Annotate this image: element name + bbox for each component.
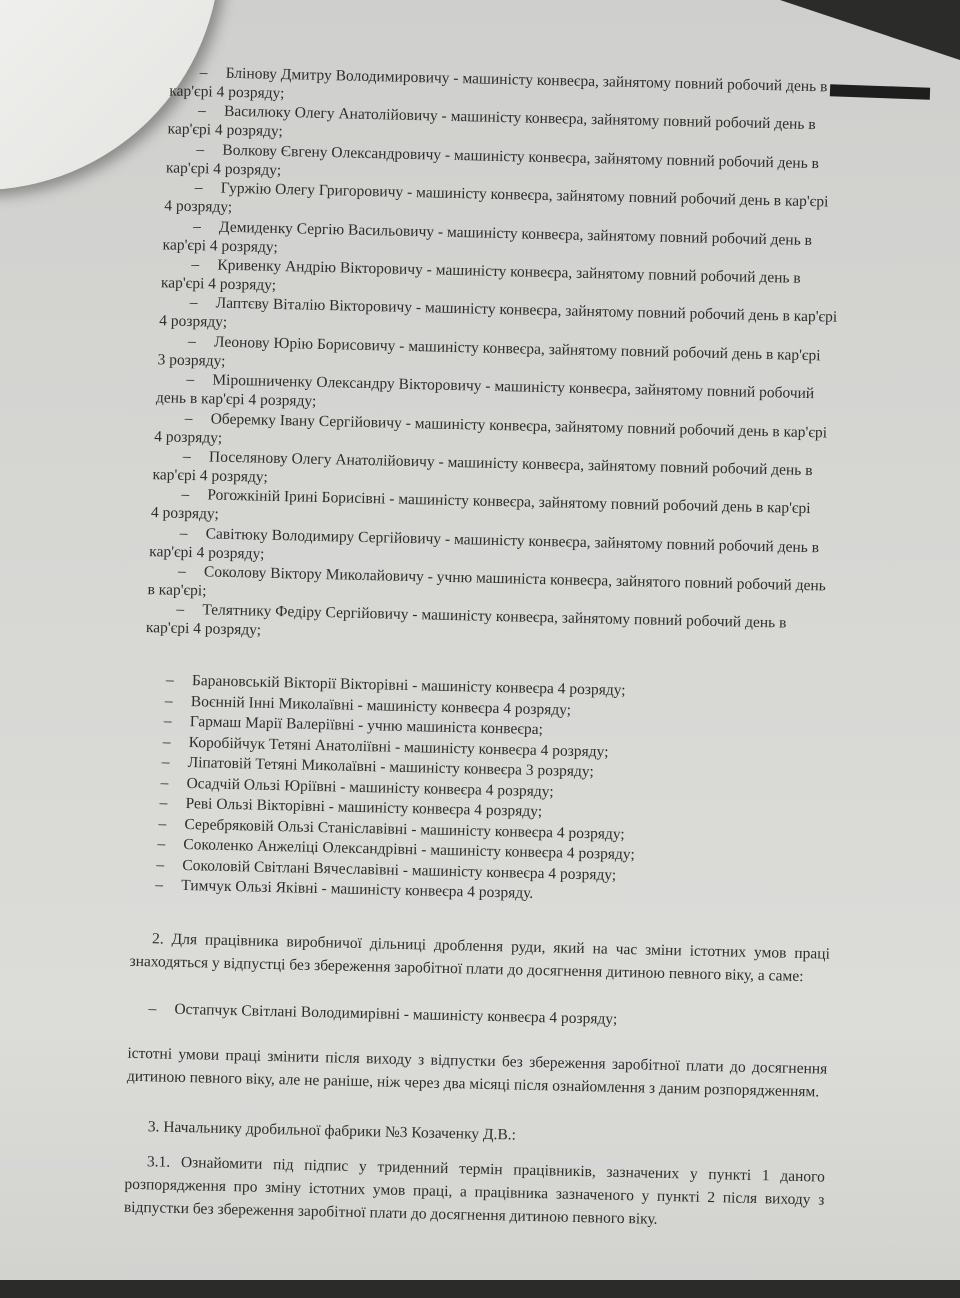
dash: – bbox=[161, 753, 170, 771]
paragraph-2-item bbox=[148, 1000, 617, 1029]
employee-name: Блінову Дмитру Володимировичу bbox=[225, 64, 450, 87]
list-item-continuation: кар'єрі 4 розряду; bbox=[169, 82, 285, 103]
list-item-text: Реві Ользі Вікторівні - машиністу конвеєра 4 розряду; bbox=[185, 795, 543, 821]
list-item-continuation: 4 розряду; bbox=[164, 197, 233, 217]
employee-position: - машиністу конвеєра, зайнятому повний робочий день в bbox=[434, 453, 813, 480]
dash: – bbox=[194, 179, 203, 197]
list-item-continuation: кар'єрі 4 розряду; bbox=[149, 542, 265, 563]
dash: – bbox=[162, 732, 171, 751]
list-item-text: Осадчій Ользі Юріївні - машиністу конвеєра 4 розряду; bbox=[186, 774, 554, 800]
list-item-text: Коробійчук Тетяні Анатоліївні - машиністу конвеєра 4 розряду; bbox=[188, 733, 609, 761]
dash: – bbox=[184, 409, 193, 427]
dash: – bbox=[181, 486, 190, 504]
employee-position: - машиністу конвеєра, зайнятому повний робочий день в кар'єрі bbox=[411, 299, 838, 326]
employee-position: - машиністу конвеєра, зайнятому повний робочий день в кар'єрі bbox=[403, 183, 829, 211]
dash: – bbox=[164, 692, 173, 710]
dash: – bbox=[156, 855, 165, 874]
employee-name: Савітюку Володимиру Сергійовичу bbox=[205, 525, 442, 548]
employee-position: - машиністу конвеєра, зайнятому повний робочий день в bbox=[437, 107, 816, 134]
dash: – bbox=[191, 255, 200, 274]
dash: – bbox=[196, 140, 205, 159]
employee-list bbox=[155, 671, 639, 907]
paragraph-3-1-text: 3.1. Ознайомити під підпис у триденний термін працівників, зазначених у пункті 1 даного розпорядження про зміну істотних умов праці, а працівника зазначеного у пункті 2 після виходу з відпустки без збереження заробітної плати до досягнення дитиною певного віку. bbox=[123, 1153, 826, 1228]
dash: – bbox=[182, 447, 191, 465]
employee-name: Демиденку Сергію Васильовичу bbox=[218, 218, 435, 241]
list-item-continuation: 3 розряду; bbox=[157, 350, 226, 370]
dash: – bbox=[165, 671, 174, 689]
list-item-continuation: 4 розряду; bbox=[154, 427, 223, 447]
employee-name: Поселянову Олегу Анатолійовичу bbox=[208, 448, 435, 471]
dash: – bbox=[158, 814, 167, 833]
list-item-text: Соколовій Світлані Вячеславівні - машиністу конвеєра 4 розряду; bbox=[182, 856, 617, 884]
employee-name: Соколову Віктору Миколайовичу bbox=[203, 563, 425, 586]
paragraph-2-item-text: Остапчук Світлані Володимирівні - машиністу конвеєра 4 розряду; bbox=[174, 1000, 618, 1028]
list-item-text: Ліпатовій Тетяні Миколаївні - машиністу конвеєра 3 розряду; bbox=[187, 754, 594, 781]
employee-name: Телятнику Федіру Сергійовичу bbox=[202, 601, 409, 624]
paragraph-2-continuation: істотні умови праці змінити після виходу з відпустки без збереження заробітної плати до досягнення дитиною певного віку, але не раніше, ніж через два місяці після ознайомлення з даним розпорядженням. bbox=[126, 1044, 828, 1101]
employee-position: - машиністу конвеєра, зайнятому повний робочий день в кар'єрі bbox=[401, 414, 828, 441]
list-item-continuation: кар'єрі 4 розряду; bbox=[162, 235, 278, 256]
dash: – bbox=[176, 601, 185, 619]
list-item-text: Гармаш Марії Валеріївні - учню машиніста конвеєра; bbox=[189, 713, 544, 739]
list-item-continuation: в кар'єрі; bbox=[147, 581, 207, 600]
employee-list-career bbox=[145, 62, 850, 653]
list-item-text: Тимчук Ользі Яківні - машиністу конвеєра 4 розряду. bbox=[181, 876, 534, 902]
list-item-text: Соколенко Анжеліці Олександрівні - машиністу конвеєра 4 розряду; bbox=[183, 835, 635, 864]
list-item-continuation: день в кар'єрі 4 розряду; bbox=[155, 389, 317, 410]
employee-position: - машиністу конвеєра, зайнятому повний робочий день в bbox=[440, 530, 820, 556]
dash: – bbox=[189, 294, 198, 312]
employee-name: Оберемку Івану Сергійовичу bbox=[210, 409, 403, 432]
employee-name: Волкову Євгену Олександровичу bbox=[222, 141, 442, 164]
list-item-continuation: 4 розряду; bbox=[159, 312, 228, 332]
paragraph-2-text: 2. Для працівника виробничої дільниці дроблення руди, який на час зміни істотних умов праці знаходяться у відпустці без збереження заробітної плати до досягнення дитиною певного віку, а саме: bbox=[129, 930, 831, 986]
employee-position: - учню машиніста конвеєра, зайнятого повний робочий день bbox=[423, 568, 826, 595]
list-item-text: Серебряковій Ользі Станіславівні - машиністу конвеєра 4 розряду; bbox=[184, 815, 625, 843]
paragraph-3-1 bbox=[124, 1150, 825, 1235]
employee-name: Кривенку Андрію Вікторовичу bbox=[217, 256, 424, 279]
employee-name: Рогожкіній Ірині Борисівні bbox=[207, 486, 386, 508]
employee-name: Леонову Юрію Борисовичу bbox=[213, 333, 396, 355]
list-item-continuation: кар'єрі 4 розряду; bbox=[160, 274, 277, 294]
employee-position: - машиністу конвеєра, зайнятому повний робочий день в bbox=[449, 69, 828, 96]
list-item-continuation: кар'єрі 4 розряду; bbox=[145, 619, 262, 640]
employee-position: - машиністу конвеєра, зайнятому повний робочий день в кар'єрі bbox=[385, 490, 811, 518]
employee-position: - машиністу конвеєра, зайнятому повний робочий день в bbox=[422, 261, 801, 287]
dash: – bbox=[148, 1000, 157, 1018]
dash: – bbox=[155, 876, 164, 894]
employee-name: Гуржію Олегу Григоровичу bbox=[220, 179, 404, 201]
dash: – bbox=[192, 217, 201, 235]
dash: – bbox=[187, 332, 196, 350]
employee-position: - машиністу конвеєра, зайнятому повний робочий день в кар'єрі bbox=[395, 337, 821, 365]
list-item-continuation: 4 розряду; bbox=[150, 504, 219, 523]
dash: – bbox=[199, 64, 208, 82]
employee-position: - машиністу конвеєра, зайнятому повний робочий день в bbox=[433, 223, 813, 249]
list-item-continuation: кар'єрі 4 розряду; bbox=[167, 120, 283, 141]
dash: – bbox=[197, 102, 206, 120]
employee-position: - машиністу конвеєра, зайнятому повний робочий день в bbox=[408, 606, 787, 633]
dash: – bbox=[157, 835, 166, 853]
list-item-text: Воєнній Інні Миколаївні - машиністу конвеєра 4 розряду; bbox=[190, 692, 572, 719]
dash: – bbox=[163, 712, 172, 730]
dash: – bbox=[160, 773, 169, 792]
dash: – bbox=[177, 562, 186, 581]
employee-position: - машиністу конвеєра, зайнятому повний робочий день в bbox=[440, 146, 820, 172]
dash: – bbox=[179, 524, 188, 542]
list-item-text: Барановській Вікторії Вікторівні - машиністу конвеєра 4 розряду; bbox=[191, 672, 626, 699]
paragraph-3: 3. Начальнику дробильної фабрики №3 Козаченку Д.В.: bbox=[147, 1118, 517, 1144]
paragraph-2 bbox=[129, 927, 830, 989]
employee-position: - машиністу конвеєра, зайнятому повний робочий bbox=[481, 377, 815, 403]
list-item-continuation: кар'єрі 4 розряду; bbox=[165, 159, 282, 179]
employee-name: Мірошниченку Олександру Вікторовичу bbox=[212, 371, 482, 395]
dash: – bbox=[159, 794, 168, 812]
employee-name: Лаптєву Віталію Вікторовичу bbox=[215, 294, 413, 317]
list-item-continuation: кар'єрі 4 розряду; bbox=[152, 466, 268, 486]
dash: – bbox=[186, 371, 195, 389]
employee-name: Василюку Олегу Анатолійовичу bbox=[223, 103, 438, 125]
